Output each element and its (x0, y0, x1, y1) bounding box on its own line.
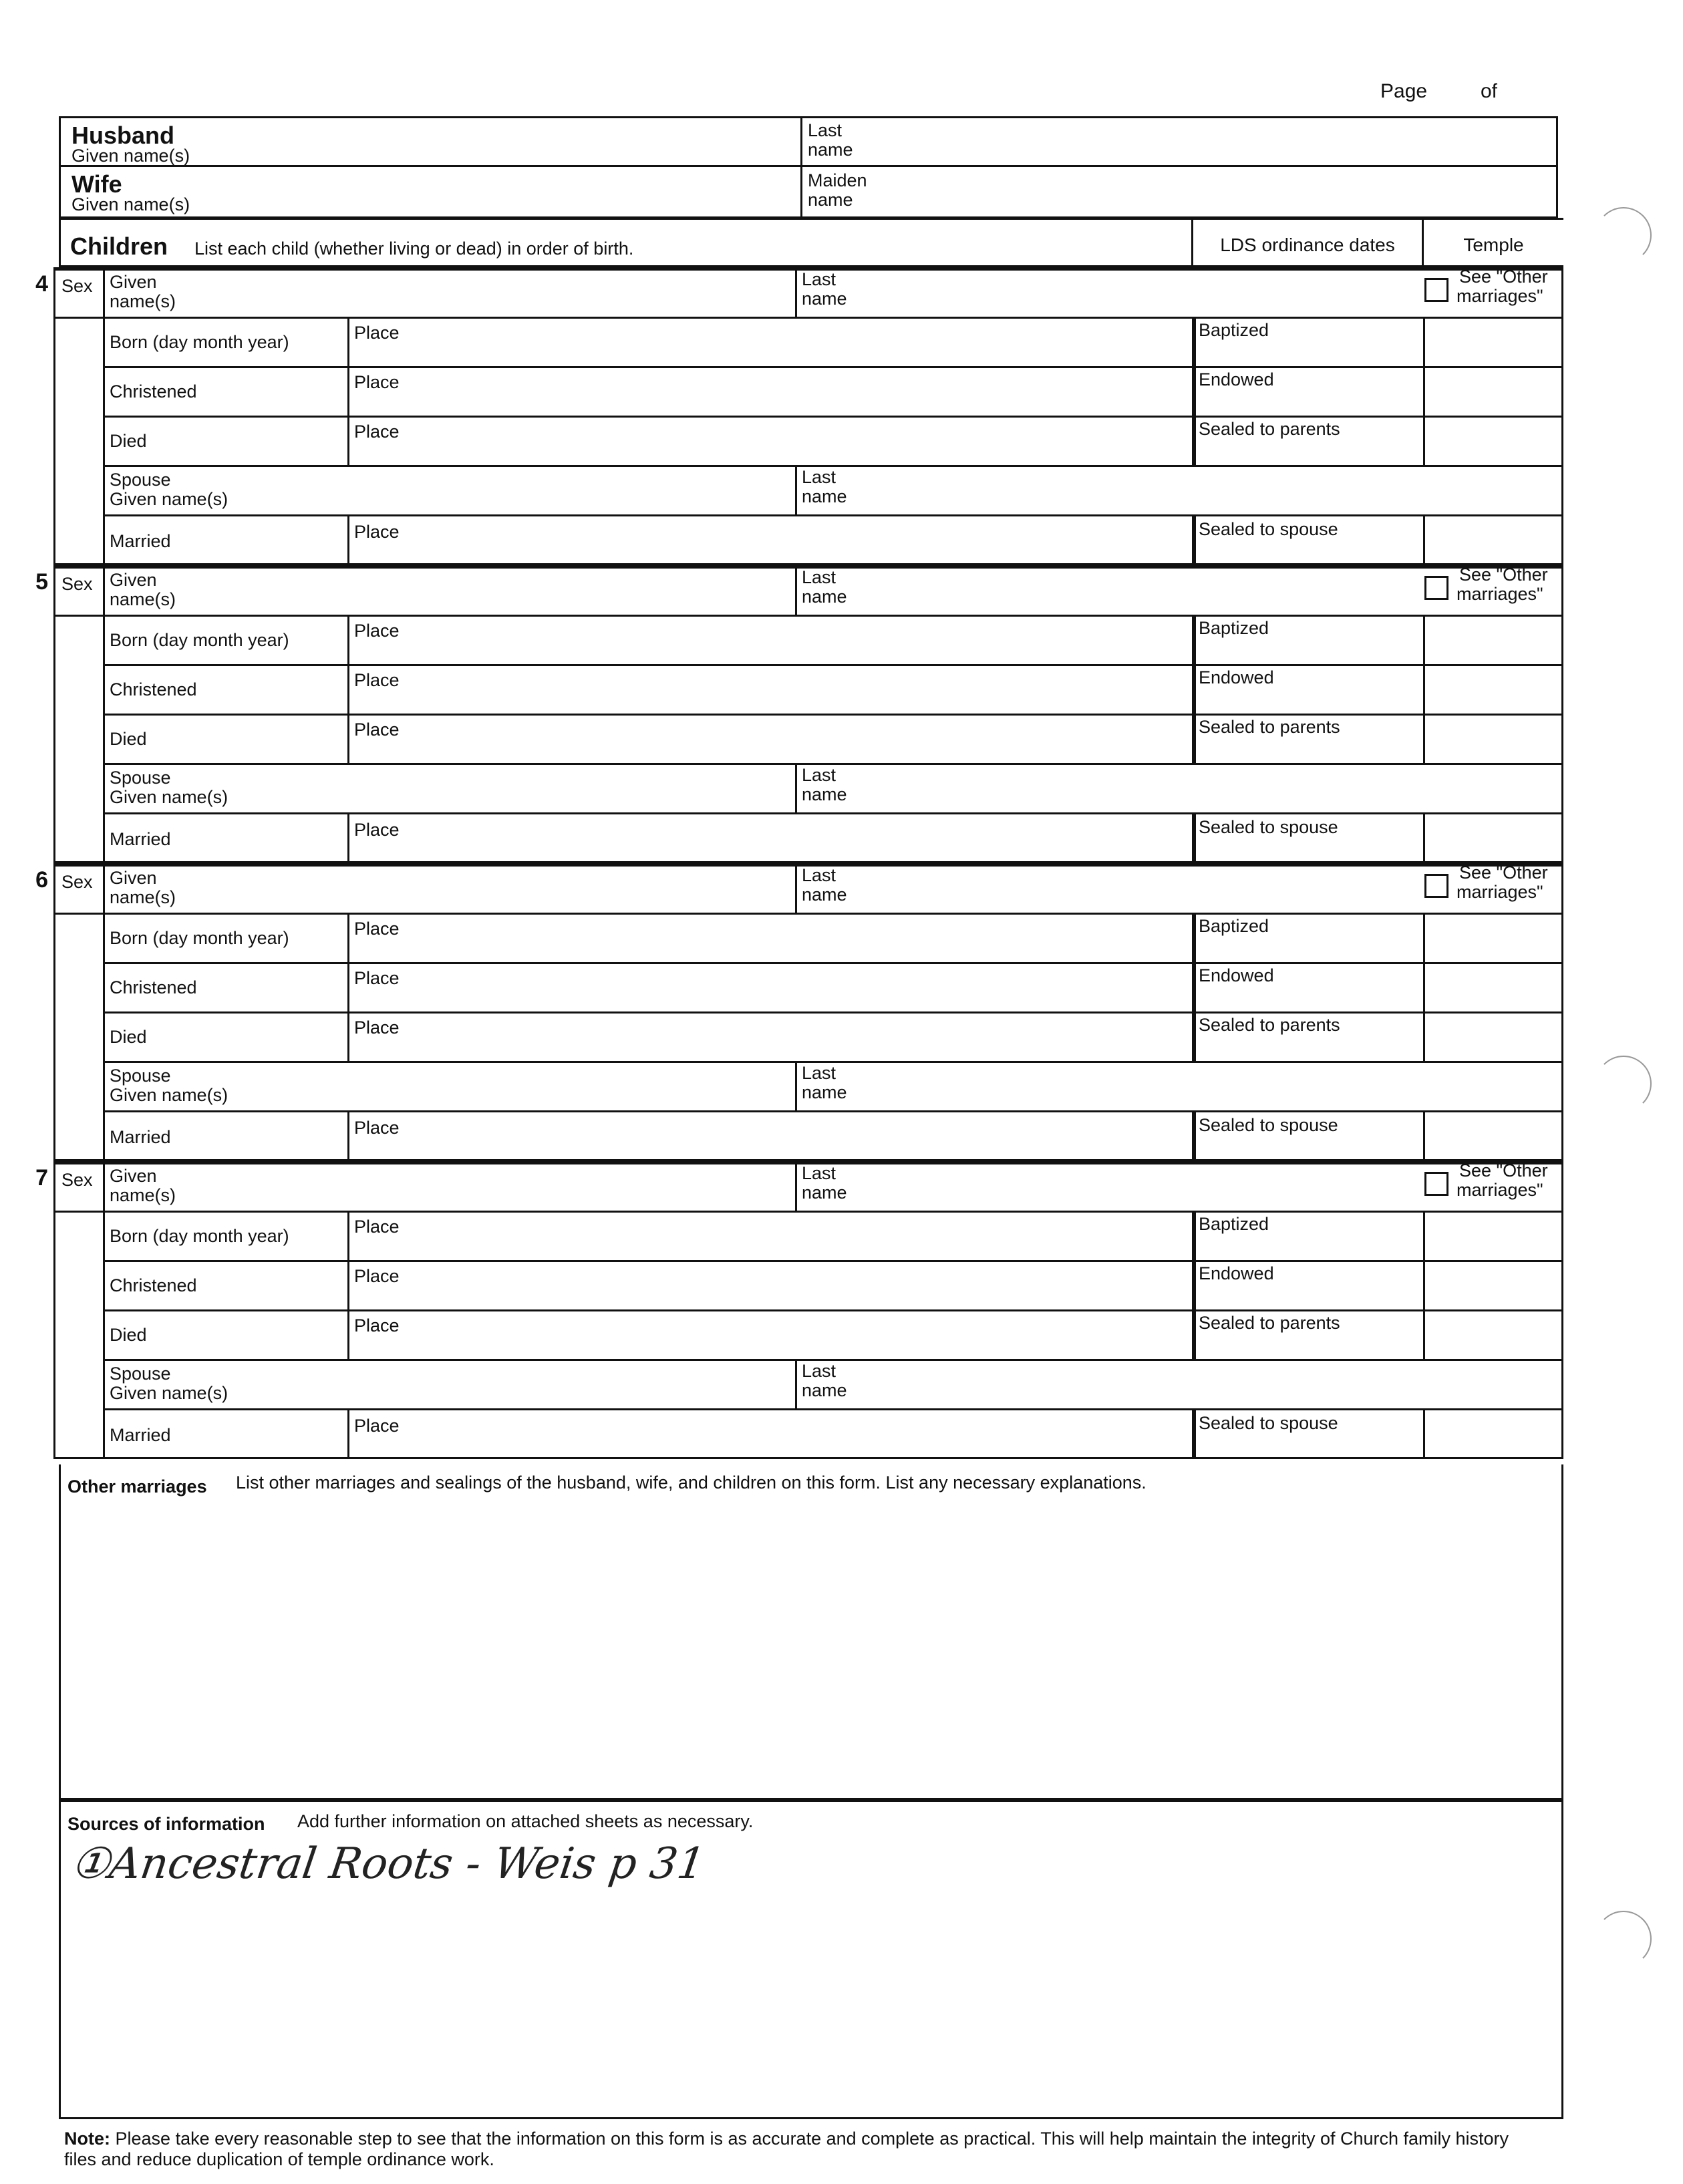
children-instruction: List each child (whether living or dead) in order of birth. (194, 239, 634, 259)
temple-divider (1423, 1408, 1425, 1459)
endowed-label: Endowed (1199, 667, 1274, 687)
given-name-label: name(s) (110, 1185, 176, 1205)
place-divider (347, 1211, 349, 1359)
place-divider (347, 615, 349, 763)
sealed-to-parents-label: Sealed to parents (1199, 717, 1340, 737)
husband-row (59, 116, 1558, 167)
sealed-to-spouse-label: Sealed to spouse (1199, 1413, 1338, 1433)
event-row-divider (103, 664, 1563, 666)
died-label: Died (110, 1027, 147, 1047)
baptized-label: Baptized (1199, 916, 1269, 936)
lds-divider (1194, 1211, 1196, 1359)
children-header-box (59, 218, 1193, 267)
place-label: Place (354, 621, 400, 641)
child-left-border (53, 565, 55, 863)
lds-ordinance-label: LDS ordinance dates (1220, 235, 1395, 255)
temple-divider (1423, 514, 1425, 565)
children-title: Children (70, 232, 168, 260)
died-label: Died (110, 729, 147, 749)
place-label: Place (354, 422, 400, 442)
place-divider (347, 514, 349, 565)
place-label: Place (354, 323, 400, 343)
spouse-given-name-label: Given name(s) (110, 489, 228, 509)
died-label: Died (110, 431, 147, 451)
given-label: Given (110, 272, 157, 292)
see-other-label: See "Other (1459, 863, 1548, 883)
last-name-divider (795, 1161, 797, 1211)
other-marriages-title: Other marriages (67, 1476, 207, 1497)
endowed-label: Endowed (1199, 965, 1274, 985)
sealed-to-spouse-label: Sealed to spouse (1199, 817, 1338, 837)
last-label: Last (802, 865, 836, 885)
born-label: Born (day month year) (110, 928, 289, 948)
spouse-last-name-label: name (802, 784, 847, 804)
spouse-label: Spouse (110, 1364, 171, 1384)
place-label: Place (354, 720, 400, 740)
handwritten-source-entry: ①Ancestral Roots - Weis p 31 (67, 1839, 708, 1889)
wife-maiden-name-field[interactable] (802, 167, 1556, 216)
given-label: Given (110, 1166, 157, 1186)
other-marriages-checkbox[interactable] (1424, 874, 1448, 898)
spouse-last-label: Last (802, 467, 836, 487)
given-row-divider (53, 913, 1563, 915)
temple-divider (1423, 812, 1425, 863)
page-label: Page (1380, 80, 1428, 102)
spouse-last-name-label: name (802, 1082, 847, 1102)
lds-header-box (1191, 218, 1424, 267)
spouse-last-label: Last (802, 1063, 836, 1083)
temple-divider (1423, 317, 1425, 465)
married-place-label: Place (354, 820, 400, 840)
place-label: Place (354, 968, 400, 988)
temple-divider (1423, 1211, 1425, 1359)
born-label: Born (day month year) (110, 630, 289, 650)
child-record (35, 565, 1563, 863)
temple-divider (1423, 1110, 1425, 1161)
punch-hole-mark (1595, 1911, 1652, 1967)
temple-divider (1423, 615, 1425, 763)
wife-row (59, 165, 1558, 218)
other-marriages-checkbox[interactable] (1424, 576, 1448, 600)
sex-label: Sex (61, 872, 93, 892)
event-row-divider (103, 1011, 1563, 1013)
spouse-label: Spouse (110, 1066, 171, 1086)
place-divider (347, 317, 349, 465)
husband-given-name-field[interactable] (61, 118, 802, 165)
sources-title: Sources of information (67, 1814, 265, 1834)
endowed-label: Endowed (1199, 1263, 1274, 1283)
spouse-given-name-label: Given name(s) (110, 1085, 228, 1105)
sex-label: Sex (61, 1170, 93, 1190)
footer-note (64, 2129, 1534, 2170)
punch-hole-mark (1595, 1056, 1652, 1112)
place-label: Place (354, 919, 400, 939)
child-number: 7 (35, 1165, 48, 1191)
sources-section[interactable] (59, 1800, 1563, 2119)
wife-maiden-name-label: name (808, 190, 853, 210)
husband-name-label: name (808, 140, 853, 160)
see-other-label: See "Other (1459, 267, 1548, 287)
sealed-to-spouse-label: Sealed to spouse (1199, 1115, 1338, 1135)
place-label: Place (354, 1266, 400, 1286)
spouse-row-divider (103, 514, 1563, 516)
temple-header-box (1422, 218, 1563, 267)
see-other-label: See "Other (1459, 565, 1548, 585)
wife-given-name-field[interactable] (61, 167, 802, 216)
child-left-border (53, 267, 55, 565)
place-divider (347, 812, 349, 863)
spouse-row-divider (103, 1408, 1563, 1410)
husband-last-name-field[interactable] (802, 118, 1556, 165)
spouse-given-name-label: Given name(s) (110, 787, 228, 807)
spouse-last-name-divider (795, 763, 797, 812)
note-label: Note: (64, 2129, 110, 2149)
baptized-label: Baptized (1199, 618, 1269, 638)
place-label: Place (354, 1315, 400, 1336)
given-label: Given (110, 868, 157, 888)
event-row-divider (103, 416, 1563, 418)
last-name-label: name (802, 885, 847, 905)
see-other-label: See "Other (1459, 1160, 1548, 1181)
children-header (53, 218, 1563, 267)
spouse-last-name-divider (795, 465, 797, 514)
lds-divider (1194, 1408, 1196, 1459)
place-label: Place (354, 670, 400, 690)
lds-divider (1194, 812, 1196, 863)
married-place-label: Place (354, 1118, 400, 1138)
last-name-label: name (802, 289, 847, 309)
event-row-divider (103, 714, 1563, 716)
given-name-label: name(s) (110, 589, 176, 609)
see-other-marriages-label: marriages" (1457, 286, 1543, 306)
last-label: Last (802, 567, 836, 587)
lds-divider (1194, 615, 1196, 763)
husband-given-label: Given name(s) (71, 146, 190, 166)
sealed-to-spouse-label: Sealed to spouse (1199, 519, 1338, 539)
child-left-border (53, 863, 55, 1161)
last-name-divider (795, 565, 797, 615)
place-label: Place (354, 1018, 400, 1038)
christened-label: Christened (110, 381, 197, 402)
child-record (35, 863, 1563, 1161)
place-label: Place (354, 372, 400, 392)
married-label: Married (110, 531, 171, 551)
spouse-last-name-divider (795, 1061, 797, 1110)
husband-title: Husband (71, 122, 175, 149)
died-label: Died (110, 1325, 147, 1345)
married-label: Married (110, 829, 171, 849)
spouse-row-divider (103, 812, 1563, 814)
punch-hole-mark (1595, 207, 1652, 263)
given-label: Given (110, 570, 157, 590)
event-row-divider (103, 1309, 1563, 1311)
last-name-divider (795, 863, 797, 913)
christened-label: Christened (110, 977, 197, 997)
spouse-label: Spouse (110, 470, 171, 490)
note-text: Please take every reasonable step to see that the information on this form is as accurate and complete as practical. This will help maintain the integrity of Church family history files and reduce duplication of temple ordinance work. (64, 2129, 1509, 2169)
given-row-divider (53, 1211, 1563, 1213)
lds-divider (1194, 317, 1196, 465)
spouse-label: Spouse (110, 768, 171, 788)
wife-maiden-label: Maiden (808, 170, 867, 190)
last-label: Last (802, 1163, 836, 1183)
other-marriages-instruction: List other marriages and sealings of the husband, wife, and children on this form. List any necessary explanations. (236, 1472, 1146, 1493)
last-name-label: name (802, 587, 847, 607)
child-record (35, 1160, 1563, 1459)
born-label: Born (day month year) (110, 1226, 289, 1246)
child-number: 5 (35, 569, 48, 595)
husband-last-label: Last (808, 120, 843, 140)
place-divider (347, 1408, 349, 1459)
event-row-divider (103, 366, 1563, 368)
other-marriages-checkbox[interactable] (1424, 1172, 1448, 1196)
given-row-divider (53, 615, 1563, 617)
sealed-to-parents-label: Sealed to parents (1199, 419, 1340, 439)
child-left-border (53, 1161, 55, 1459)
married-place-label: Place (354, 522, 400, 542)
child-number: 6 (35, 867, 48, 893)
last-label: Last (802, 269, 836, 289)
baptized-label: Baptized (1199, 320, 1269, 340)
spouse-last-label: Last (802, 765, 836, 785)
place-label: Place (354, 1217, 400, 1237)
sealed-to-parents-label: Sealed to parents (1199, 1313, 1340, 1333)
wife-given-label: Given name(s) (71, 194, 190, 214)
sex-label: Sex (61, 574, 93, 594)
christened-label: Christened (110, 1275, 197, 1295)
lds-divider (1194, 1110, 1196, 1161)
married-label: Married (110, 1425, 171, 1445)
child-number: 4 (35, 271, 48, 297)
given-name-label: name(s) (110, 291, 176, 311)
married-place-label: Place (354, 1416, 400, 1436)
place-divider (347, 1110, 349, 1161)
see-other-marriages-label: marriages" (1457, 584, 1543, 604)
spouse-last-name-label: name (802, 1380, 847, 1400)
spouse-last-name-divider (795, 1359, 797, 1408)
child-bottom-border (53, 1457, 1563, 1459)
event-row-divider (103, 1260, 1563, 1262)
spouse-given-name-label: Given name(s) (110, 1383, 228, 1403)
temple-label: Temple (1463, 235, 1524, 255)
other-marriages-section[interactable] (59, 1464, 1563, 1800)
event-row-divider (103, 962, 1563, 964)
given-row-divider (53, 317, 1563, 319)
sealed-to-parents-label: Sealed to parents (1199, 1015, 1340, 1035)
last-name-label: name (802, 1183, 847, 1203)
last-name-divider (795, 267, 797, 317)
see-other-marriages-label: marriages" (1457, 882, 1543, 902)
christened-label: Christened (110, 679, 197, 699)
baptized-label: Baptized (1199, 1214, 1269, 1234)
wife-title: Wife (71, 170, 122, 198)
given-name-label: name(s) (110, 887, 176, 907)
other-marriages-checkbox[interactable] (1424, 278, 1448, 302)
born-label: Born (day month year) (110, 332, 289, 352)
lds-divider (1194, 913, 1196, 1061)
spouse-row-divider (103, 1110, 1563, 1112)
married-label: Married (110, 1127, 171, 1147)
child-record (35, 267, 1563, 565)
lds-divider (1194, 514, 1196, 565)
spouse-last-label: Last (802, 1361, 836, 1381)
sex-label: Sex (61, 276, 93, 296)
spouse-last-name-label: name (802, 486, 847, 506)
sources-instruction: Add further information on attached sheets as necessary. (297, 1811, 754, 1831)
place-divider (347, 913, 349, 1061)
of-label: of (1481, 80, 1498, 102)
see-other-marriages-label: marriages" (1457, 1180, 1543, 1200)
endowed-label: Endowed (1199, 369, 1274, 389)
temple-divider (1423, 913, 1425, 1061)
